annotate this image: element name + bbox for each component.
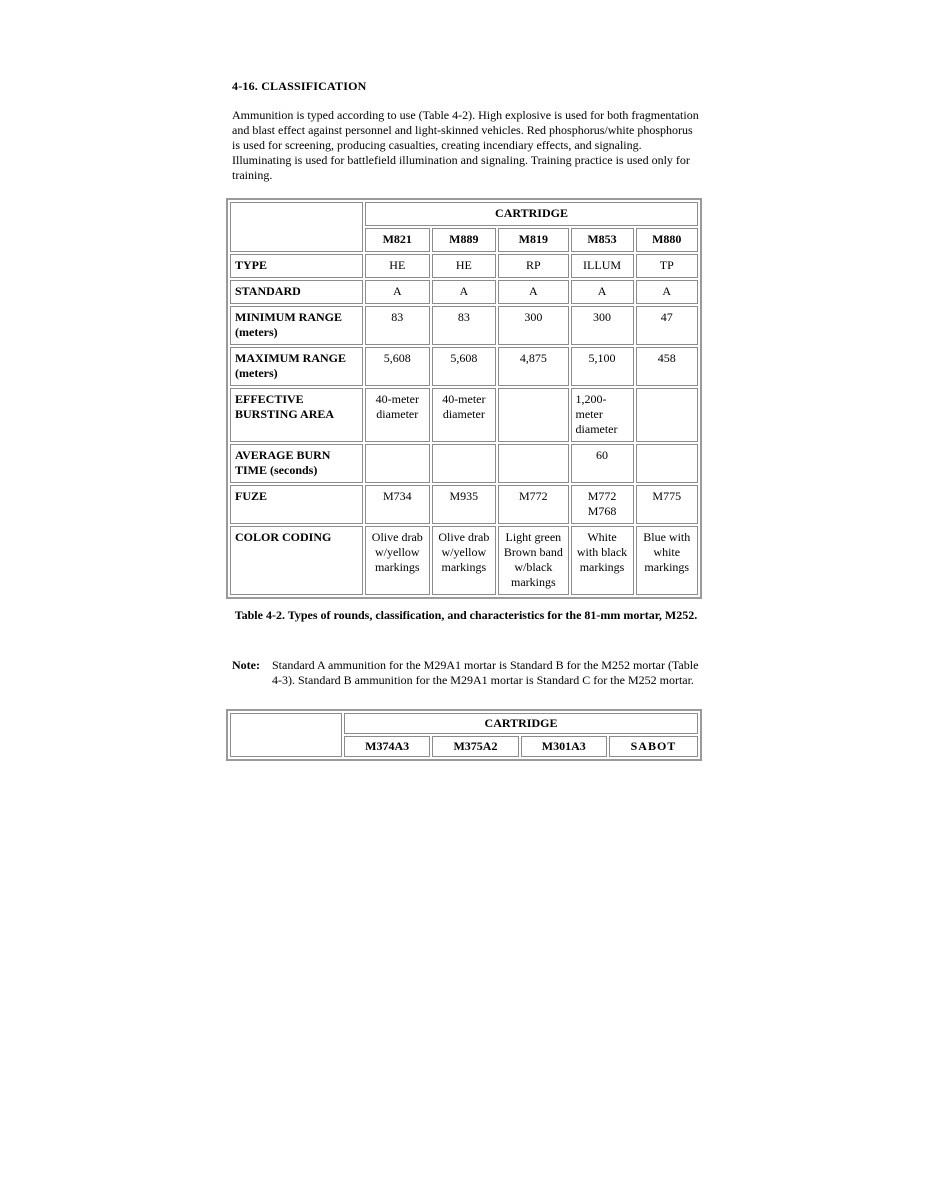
column-header: M853 bbox=[571, 228, 634, 252]
table-cell: A bbox=[498, 280, 568, 304]
table-row bbox=[230, 254, 698, 278]
table-cell bbox=[365, 444, 430, 483]
table-cell: HE bbox=[432, 254, 497, 278]
table-cell: A bbox=[571, 280, 634, 304]
table-caption: Table 4-2. Types of rounds, classification, and characteristics for the 81-mm mortar, M252. bbox=[234, 608, 698, 622]
table-header-row bbox=[230, 713, 698, 734]
table-cell bbox=[498, 388, 568, 442]
row-label: MAXIMUM RANGE (meters) bbox=[230, 347, 363, 386]
table-cell: ILLUM bbox=[571, 254, 634, 278]
table-row bbox=[230, 347, 698, 386]
table-cell: 5,608 bbox=[365, 347, 430, 386]
table-cell: RP bbox=[498, 254, 568, 278]
column-header: M374A3 bbox=[344, 736, 430, 757]
column-header: M880 bbox=[636, 228, 698, 252]
column-header: SABOT bbox=[609, 736, 698, 757]
table-row bbox=[230, 388, 698, 442]
table-cell: 458 bbox=[636, 347, 698, 386]
table-cell: 47 bbox=[636, 306, 698, 345]
section-heading: 4-16. CLASSIFICATION bbox=[232, 79, 367, 93]
row-label: EFFECTIVE BURSTING AREA bbox=[230, 388, 363, 442]
note-text: Standard A ammunition for the M29A1 mortar is Standard B for the M252 mortar (Table 4-3). Standard B ammunition for the M29A1 mortar is Standard C for the M252 mortar. bbox=[272, 658, 699, 687]
second-ammunition-table bbox=[226, 709, 702, 761]
table-cell: Light green Brown band w/black markings bbox=[498, 526, 568, 595]
table-cell: M935 bbox=[432, 485, 497, 524]
table-cell: White with black markings bbox=[571, 526, 634, 595]
row-label: STANDARD bbox=[230, 280, 363, 304]
table-cell: M775 bbox=[636, 485, 698, 524]
table-cell: A bbox=[636, 280, 698, 304]
table-cell: 40-meter diameter bbox=[432, 388, 497, 442]
table-cell: A bbox=[432, 280, 497, 304]
table-row bbox=[230, 526, 698, 595]
table-cell: 40-meter diameter bbox=[365, 388, 430, 442]
table-cell bbox=[498, 444, 568, 483]
column-header: M819 bbox=[498, 228, 568, 252]
table-cell: 4,875 bbox=[498, 347, 568, 386]
cartridge-group-header: CARTRIDGE bbox=[344, 713, 698, 734]
table-corner-cell bbox=[230, 713, 342, 757]
table-corner-cell bbox=[230, 202, 363, 252]
column-header: M889 bbox=[432, 228, 497, 252]
table-cell: 83 bbox=[432, 306, 497, 345]
table-cell: 300 bbox=[571, 306, 634, 345]
table-row bbox=[230, 306, 698, 345]
table-cell: Olive drab w/yellow markings bbox=[365, 526, 430, 595]
table-row bbox=[230, 280, 698, 304]
table-cell: M772 M768 bbox=[571, 485, 634, 524]
table-cell: 60 bbox=[571, 444, 634, 483]
table-cell: HE bbox=[365, 254, 430, 278]
note-label: Note: bbox=[232, 658, 260, 672]
table-cell: Blue with white markings bbox=[636, 526, 698, 595]
column-header: M375A2 bbox=[432, 736, 518, 757]
table-cell: 1,200-meter diameter bbox=[571, 388, 634, 442]
table-cell bbox=[432, 444, 497, 483]
ammunition-table bbox=[226, 198, 702, 599]
note-block bbox=[232, 658, 702, 688]
table-cell: 5,608 bbox=[432, 347, 497, 386]
table-cell: M772 bbox=[498, 485, 568, 524]
table-cell: Olive drab w/yellow markings bbox=[432, 526, 497, 595]
row-label: AVERAGE BURN TIME (seconds) bbox=[230, 444, 363, 483]
table-cell bbox=[636, 388, 698, 442]
table-header-row bbox=[230, 202, 698, 226]
table-cell: A bbox=[365, 280, 430, 304]
row-label: COLOR CODING bbox=[230, 526, 363, 595]
column-header: M301A3 bbox=[521, 736, 607, 757]
cartridge-group-header: CARTRIDGE bbox=[365, 202, 698, 226]
column-header: M821 bbox=[365, 228, 430, 252]
table-cell: 5,100 bbox=[571, 347, 634, 386]
table-row bbox=[230, 485, 698, 524]
table-row bbox=[230, 444, 698, 483]
table-cell bbox=[636, 444, 698, 483]
row-label: MINIMUM RANGE (meters) bbox=[230, 306, 363, 345]
table-cell: TP bbox=[636, 254, 698, 278]
section-paragraph: Ammunition is typed according to use (Table 4-2). High explosive is used for both fragmentation and blast effect against personnel and light-skinned vehicles. Red phosphorus/white phosphorus is used for screening, producing casualties, creating incendiary effects, and signaling. Illuminating is used for battlefield illumination and signaling. Training practice is used only for training. bbox=[232, 108, 699, 182]
table-cell: M734 bbox=[365, 485, 430, 524]
table-cell: 300 bbox=[498, 306, 568, 345]
row-label: FUZE bbox=[230, 485, 363, 524]
row-label: TYPE bbox=[230, 254, 363, 278]
table-cell: 83 bbox=[365, 306, 430, 345]
